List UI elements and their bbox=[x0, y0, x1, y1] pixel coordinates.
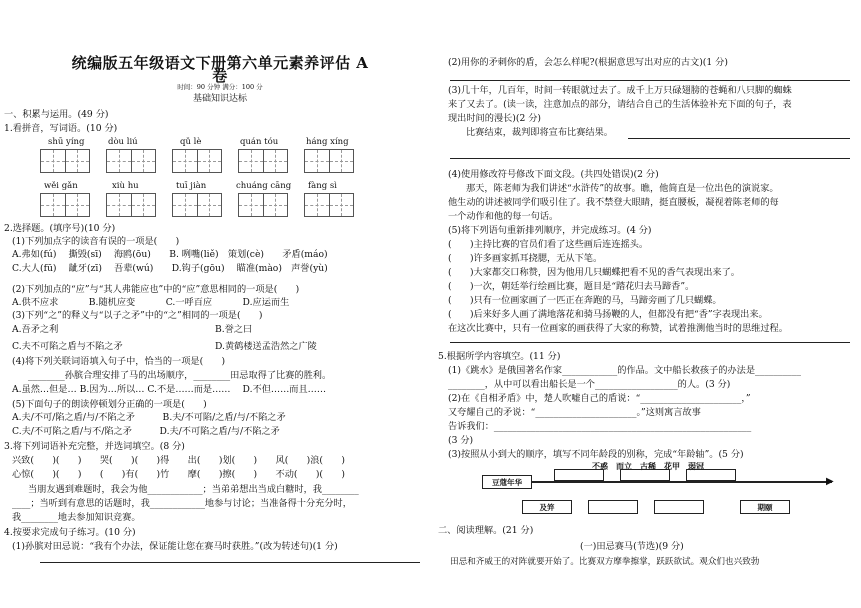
pinyin-label: háng xíng bbox=[306, 137, 349, 147]
writing-grid[interactable] bbox=[172, 149, 222, 173]
reasoning-prompt: 在这次比赛中，只有一位画家的画获得了大家的称赞，试着推测他当时的思维过程。 bbox=[448, 323, 788, 334]
score-note: (3 分) bbox=[448, 435, 474, 446]
fill-sentence: 当朋友遇到难题时，我会为他____________；当弟弟想出当成白糖时，我________ bbox=[28, 484, 359, 495]
age-box-qiyi: 期颐 bbox=[740, 500, 790, 514]
option-b: B.誉之曰 bbox=[215, 324, 253, 335]
question-sentence: ________孙膑合理安排了马的出场顺序，________田忌取得了比赛的胜利。 bbox=[28, 370, 332, 381]
pinyin-label: wěi gǎn bbox=[44, 181, 78, 191]
writing-grid[interactable] bbox=[40, 193, 90, 217]
option-line: A.虽然…但是… B.因为…所以… C.不是……而是…… D.不但……而且…… bbox=[12, 384, 327, 395]
fill-sentence: ____；当听到有意思的话题时，我____________地参与讨论；当准备得十分充分时， bbox=[12, 498, 352, 509]
answer-line[interactable] bbox=[450, 158, 850, 159]
page-title: 统编版五年级语文下册第六单元素养评估 A 卷 bbox=[71, 54, 369, 85]
option-line: A.弗如(fú) 撕毁(sī) 海鸥(ōu) B. 咧嘴(liě) 策划(cè) 矛盾(máo) bbox=[12, 249, 328, 260]
question-2-4: (4)将下列关联词语填入句子中，恰当的一项是( ) bbox=[12, 356, 226, 367]
age-blank-box[interactable] bbox=[686, 469, 736, 481]
age-blank-box[interactable] bbox=[554, 469, 604, 481]
option-line: C.夫/不可陷之盾/与不/陷之矛 D.夫/不可陷之盾/与/不陷之矛 bbox=[12, 426, 280, 437]
answer-line[interactable] bbox=[628, 138, 850, 139]
section-1-heading: 一、积累与运用。(49 分) bbox=[4, 109, 109, 120]
question-4-2: (2)用你的矛刺你的盾，会怎么样呢?(根据意思写出对应的古文)(1 分) bbox=[448, 57, 728, 68]
pinyin-label: dòu liú bbox=[108, 137, 138, 147]
order-item[interactable]: ( )一次，朝廷举行绘画比赛，题目是“踏花归去马蹄香”。 bbox=[448, 281, 695, 292]
fill-line: 又夸耀自己的矛说：“______________________。”这则寓言故事 bbox=[448, 407, 701, 418]
idiom-row: 心惊( )( ) ( )有( )竹 摩( )擦( ) 不动( )( ) bbox=[12, 469, 345, 480]
passage-line: 一个动作和他的每一句话。 bbox=[448, 211, 559, 222]
order-item[interactable]: ( )只有一位画家画了一匹正在奔跑的马，马蹄旁画了几只蝴蝶。 bbox=[448, 295, 722, 306]
option-line: A.供不应求 B.随机应变 C.一呼百应 D.应运而生 bbox=[12, 297, 290, 308]
order-item[interactable]: ( )大家都交口称赞，因为他用几只蝴蝶把看不见的香气表现出来了。 bbox=[448, 267, 740, 278]
question-2-1: (1)下列加点字的读音有误的一项是( ) bbox=[12, 236, 180, 247]
writing-grid[interactable] bbox=[40, 149, 90, 173]
question-2: 2.选择题。(填序号)(10 分) bbox=[4, 223, 116, 234]
writing-grid[interactable] bbox=[172, 193, 222, 217]
question-1: 1.看拼音，写词语。(10 分) bbox=[4, 123, 118, 134]
passage-line: 那天，陈老师为我们讲述“水浒传”的故事。瞧，他简直是一位出色的演说家。 bbox=[466, 183, 779, 194]
age-blank-box[interactable] bbox=[620, 469, 670, 481]
writing-grid[interactable] bbox=[304, 149, 354, 173]
arrow-head-icon: ▶ bbox=[826, 476, 834, 487]
question-2-5: (5)下面句子的朗读停顿划分正确的一项是( ) bbox=[12, 399, 207, 410]
option-c: C.夫不可陷之盾与不陷之矛 bbox=[12, 341, 123, 352]
pinyin-label: tuī jiàn bbox=[176, 181, 207, 191]
writing-grid[interactable] bbox=[106, 193, 156, 217]
question-text: 现出时间的漫长)(2 分) bbox=[448, 113, 542, 124]
pinyin-label: shū yíng bbox=[48, 137, 85, 147]
timeline-axis bbox=[532, 481, 832, 483]
question-4-1: (1)孙膑对田忌说：“我有个办法，保证能让您在赛马时获胜。”(改为转述句)(1 分) bbox=[12, 541, 338, 552]
question-4-5: (5)将下列语句重新排列顺序，并完成练习。(4 分) bbox=[448, 225, 652, 236]
section-2-heading: 二、阅读理解。(21 分) bbox=[438, 525, 534, 536]
question-3: 3.将下列词语补充完整，并选词填空。(8 分) bbox=[4, 441, 185, 452]
age-blank-box[interactable] bbox=[654, 500, 704, 514]
order-item[interactable]: ( )主持比赛的官员们看了这些画后连连摇头。 bbox=[448, 239, 649, 250]
pinyin-label: qǔ lè bbox=[180, 137, 202, 147]
order-item[interactable]: ( )后来好多人画了满地落花和骑马扬鞭的人，但都没有把“香”字表现出来。 bbox=[448, 309, 768, 320]
exam-meta: 时间：90 分钟 满分：100 分 bbox=[177, 83, 263, 91]
question-4-4: (4)使用修改符号修改下面文段。(共四处错误)(2 分) bbox=[448, 169, 659, 180]
option-a: A.吾矛之利 bbox=[12, 324, 59, 335]
pinyin-label: chuáng cāng bbox=[236, 181, 292, 191]
answer-line[interactable] bbox=[40, 562, 420, 563]
idiom-row: 兴致( )( ) 哭( )( )得 出( )划( ) 风( )浪( ) bbox=[12, 455, 345, 466]
reading-title: (一)田忌赛马(节选)(9 分) bbox=[580, 541, 684, 552]
answer-line[interactable] bbox=[450, 342, 850, 343]
writing-grid[interactable] bbox=[238, 193, 288, 217]
question-5: 5.根据所学内容填空。(11 分) bbox=[438, 351, 561, 362]
pinyin-label: quán tóu bbox=[240, 137, 279, 147]
option-line: C.大人(fū) 龇牙(zī) 吾辈(wú) D.钩子(gōu) 瞄准(mào) 声誉(yù) bbox=[12, 263, 328, 274]
fill-line: 告诉我们：________________________________________________________ bbox=[448, 421, 752, 432]
order-item[interactable]: ( )许多画家抓耳挠腮，无从下笔。 bbox=[448, 253, 603, 264]
writing-grid[interactable] bbox=[304, 193, 354, 217]
question-2-3: (3)下列“之”的释义与“以子之矛”中的“之”相同的一项是( ) bbox=[12, 310, 263, 321]
question-5-3: (3)按照从小到大的顺序，填写不同年龄段的别称，完成“年龄轴”。(5 分) bbox=[448, 449, 744, 460]
reading-text: 田忌和齐威王的对阵就要开始了。比赛双方摩拳擦掌，跃跃欲试。观众们也兴致勃 bbox=[450, 557, 760, 567]
pinyin-label: fàng sì bbox=[308, 181, 337, 191]
age-box-jiji: 及笄 bbox=[522, 500, 572, 514]
fill-line: (1)《跳水》是俄国著名作家____________的作品。文中船长救孩子的办法是__________ bbox=[448, 365, 801, 376]
answer-line[interactable] bbox=[450, 80, 850, 81]
option-d: D.黄鹤楼送孟浩然之广陵 bbox=[215, 341, 317, 352]
fill-line: ________，从中可以看出船长是一个__________________的人。(3 分) bbox=[448, 379, 731, 390]
question-2-2: (2)下列加点的“应”与“其人弗能应也”中的“应”意思相同的一项是( ) bbox=[12, 284, 300, 295]
age-box-start: 豆蔻年华 bbox=[482, 475, 532, 489]
writing-grid[interactable] bbox=[106, 149, 156, 173]
option-line: A.夫/不可/陷之盾/与/不陷之矛 B.夫/不可陷/之盾/与/不陷之矛 bbox=[12, 412, 286, 423]
fill-line: (2)在《自相矛盾》中，楚人吹嘘自己的盾说：“______________________，” bbox=[448, 393, 751, 404]
writing-grid[interactable] bbox=[238, 149, 288, 173]
question-4-3: (3)几十年，几百年，时间一转眼就过去了。成千上万只碌翅膀的苍蝇和八只脚的蜘蛛 bbox=[448, 85, 792, 96]
question-text: 来了又去了。(读一读，注意加点的部分，请结合自己的生活体验补充下面的句子，表 bbox=[448, 99, 792, 110]
fill-sentence: 我________地去参加知识竞赛。 bbox=[12, 512, 141, 523]
age-word-bank: 不惑 而立 古稀 花甲 弱冠 bbox=[592, 461, 704, 471]
pinyin-label: xiù hu bbox=[112, 181, 139, 191]
section-subtitle: 基础知识达标 bbox=[192, 94, 247, 104]
question-4: 4.按要求完成句子练习。(10 分) bbox=[4, 527, 136, 538]
passage-line: 他生动的讲述被同学们吸引住了。我不禁登大眼睛，挺直腰板，凝视着陈老师的每 bbox=[448, 197, 779, 208]
prompt-sentence: 比赛结束，裁判即将宣布比赛结果。 bbox=[466, 127, 613, 138]
age-blank-box[interactable] bbox=[588, 500, 638, 514]
